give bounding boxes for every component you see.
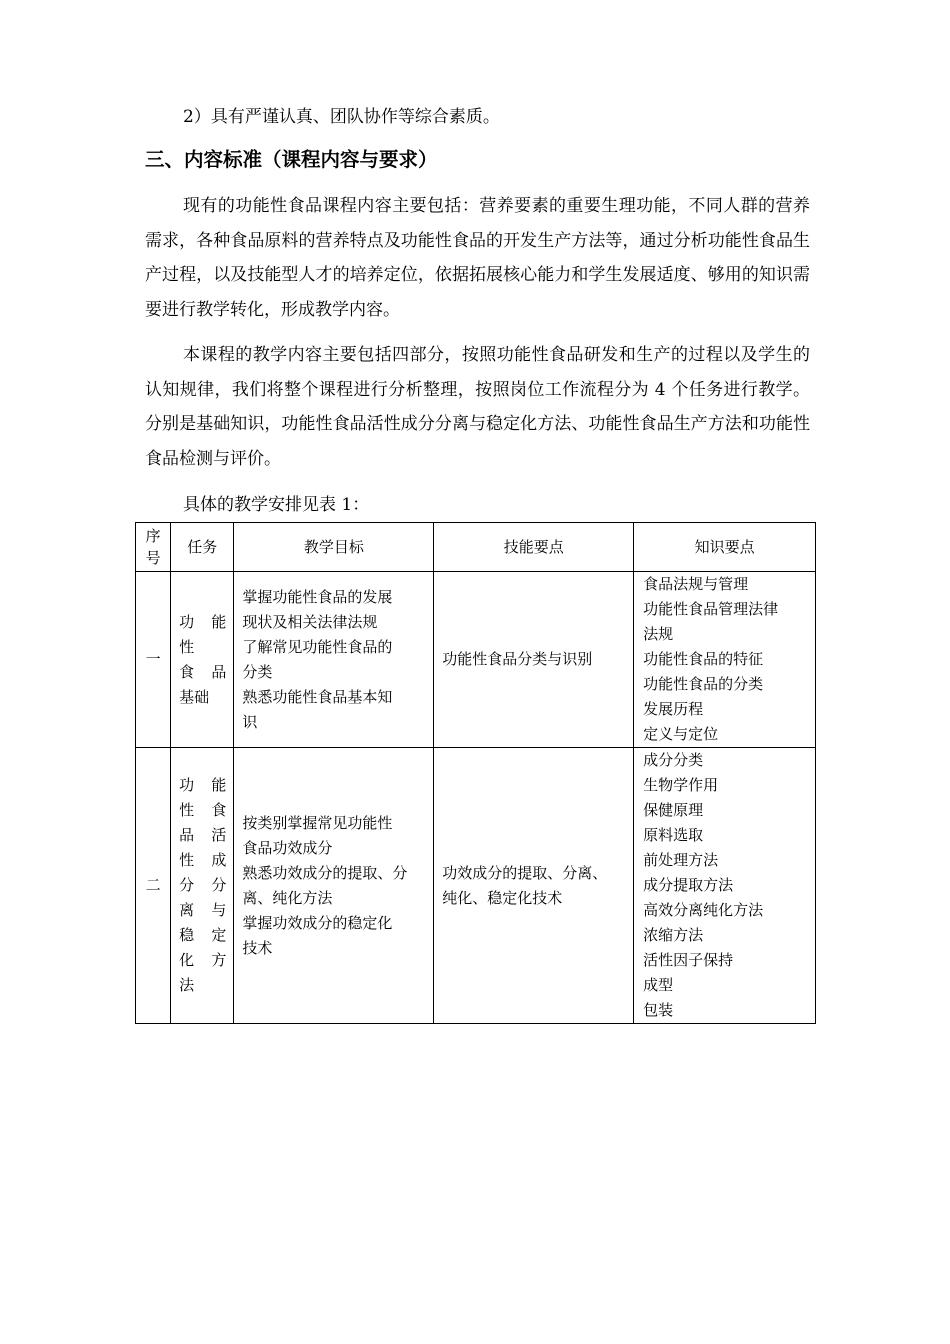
- task-line: 性 成: [179, 851, 227, 869]
- goal-line: 按类别掌握常见功能性: [242, 813, 393, 832]
- skill-line: 功效成分的提取、分离、: [442, 863, 608, 882]
- header-seq-line-1: 序: [145, 527, 161, 545]
- goal-line: 熟悉功效成分的提取、分: [242, 863, 408, 882]
- cell-seq: 一: [136, 572, 171, 748]
- goal-line: 识: [242, 712, 258, 731]
- knowledge-line: 原料选取: [643, 826, 704, 844]
- knowledge-line: 保健原理: [643, 801, 704, 819]
- knowledge-line: 浓缩方法: [643, 926, 704, 944]
- table-row: [136, 748, 816, 1024]
- goal-line: 掌握功能性食品的发展: [242, 587, 393, 606]
- list-item-2: 2）具有严谨认真、团队协作等综合素质。: [183, 107, 500, 127]
- goal-line: 技术: [242, 938, 273, 957]
- cell-goal: [234, 748, 434, 1024]
- knowledge-line: 成型: [643, 976, 674, 994]
- knowledge-line: 发展历程: [643, 700, 704, 718]
- section-heading: 三、内容标准（课程内容与要求）: [145, 148, 438, 171]
- cell-goal: [234, 572, 434, 748]
- knowledge-line: 食品法规与管理: [643, 575, 749, 593]
- goal-line: 离、纯化方法: [242, 888, 333, 907]
- task-line: 功 能: [179, 776, 227, 794]
- goal-line: 分类: [242, 662, 273, 681]
- task-line: 化 方: [179, 951, 227, 969]
- knowledge-line: 成分提取方法: [643, 876, 734, 894]
- goal-line: 现状及相关法律法规: [242, 612, 378, 631]
- skill-line: 功能性食品分类与识别: [442, 650, 593, 668]
- skill-line: 纯化、稳定化技术: [442, 888, 563, 907]
- knowledge-line: 定义与定位: [643, 725, 719, 743]
- cell-seq: 二: [136, 748, 171, 1024]
- knowledge-line: 成分分类: [643, 751, 704, 769]
- table-row: [136, 572, 816, 748]
- cell-knowledge: [634, 572, 816, 748]
- task-line: 性: [179, 637, 195, 656]
- paragraph-1: 现有的功能性食品课程内容主要包括：营养要素的重要生理功能，不同人群的营养需求，各种食品原料的营养特点及功能性食品的开发生产方法等，通过分析功能性食品生产过程，以及技能型人才的培养定位，依据拓展核心能力和学生发展适度、够用的知识需要进行教学转化，形成教学内容。: [145, 196, 810, 320]
- table-header-row: [136, 523, 816, 572]
- task-line: 分 分: [179, 876, 227, 894]
- goal-line: 掌握功效成分的稳定化: [242, 913, 393, 932]
- task-line: 离 与: [179, 901, 227, 919]
- knowledge-line: 前处理方法: [643, 851, 719, 869]
- header-knowledge: 知识要点: [634, 523, 816, 572]
- knowledge-line: 法规: [643, 625, 674, 643]
- knowledge-line: 功能性食品管理法律: [643, 600, 779, 618]
- task-line: 法: [179, 976, 195, 994]
- cell-task: [171, 572, 234, 748]
- task-line: 性 食: [179, 801, 227, 819]
- teaching-plan-table: [135, 522, 816, 1024]
- knowledge-line: 功能性食品的分类: [643, 675, 764, 693]
- header-seq: [136, 523, 171, 572]
- knowledge-line: 功能性食品的特征: [643, 650, 764, 668]
- cell-knowledge: [634, 748, 816, 1024]
- knowledge-line: 生物学作用: [643, 776, 719, 794]
- goal-line: 了解常见功能性食品的: [242, 637, 393, 656]
- knowledge-line: 高效分离纯化方法: [643, 901, 764, 919]
- knowledge-line: 活性因子保持: [643, 951, 734, 969]
- header-skill: 技能要点: [434, 523, 634, 572]
- cell-task: [171, 748, 234, 1024]
- knowledge-line: 包装: [643, 1001, 674, 1019]
- header-goal: 教学目标: [234, 523, 434, 572]
- goal-line: 熟悉功能性食品基本知: [242, 687, 393, 706]
- table-intro: 具体的教学安排见表 1：: [183, 495, 370, 515]
- task-line: 品 活: [179, 826, 227, 844]
- task-line: 基础: [179, 687, 210, 706]
- cell-skill: [434, 748, 634, 1024]
- goal-line: 食品功效成分: [242, 838, 333, 857]
- task-line: 食 品: [179, 662, 227, 681]
- header-seq-line-2: 号: [145, 549, 161, 567]
- task-line: 功 能: [179, 612, 227, 631]
- header-task: 任务: [171, 523, 234, 572]
- task-line: 稳 定: [179, 926, 227, 944]
- paragraph-2: 本课程的教学内容主要包括四部分，按照功能性食品研发和生产的过程以及学生的认知规律，我们将整个课程进行分析整理，按照岗位工作流程分为 4 个任务进行教学。分别是基础知识，功能性食品活性成分分离与稳定化方法、功能性食品生产方法和功能性食品检测与评价。: [145, 345, 810, 469]
- cell-skill: [434, 572, 634, 748]
